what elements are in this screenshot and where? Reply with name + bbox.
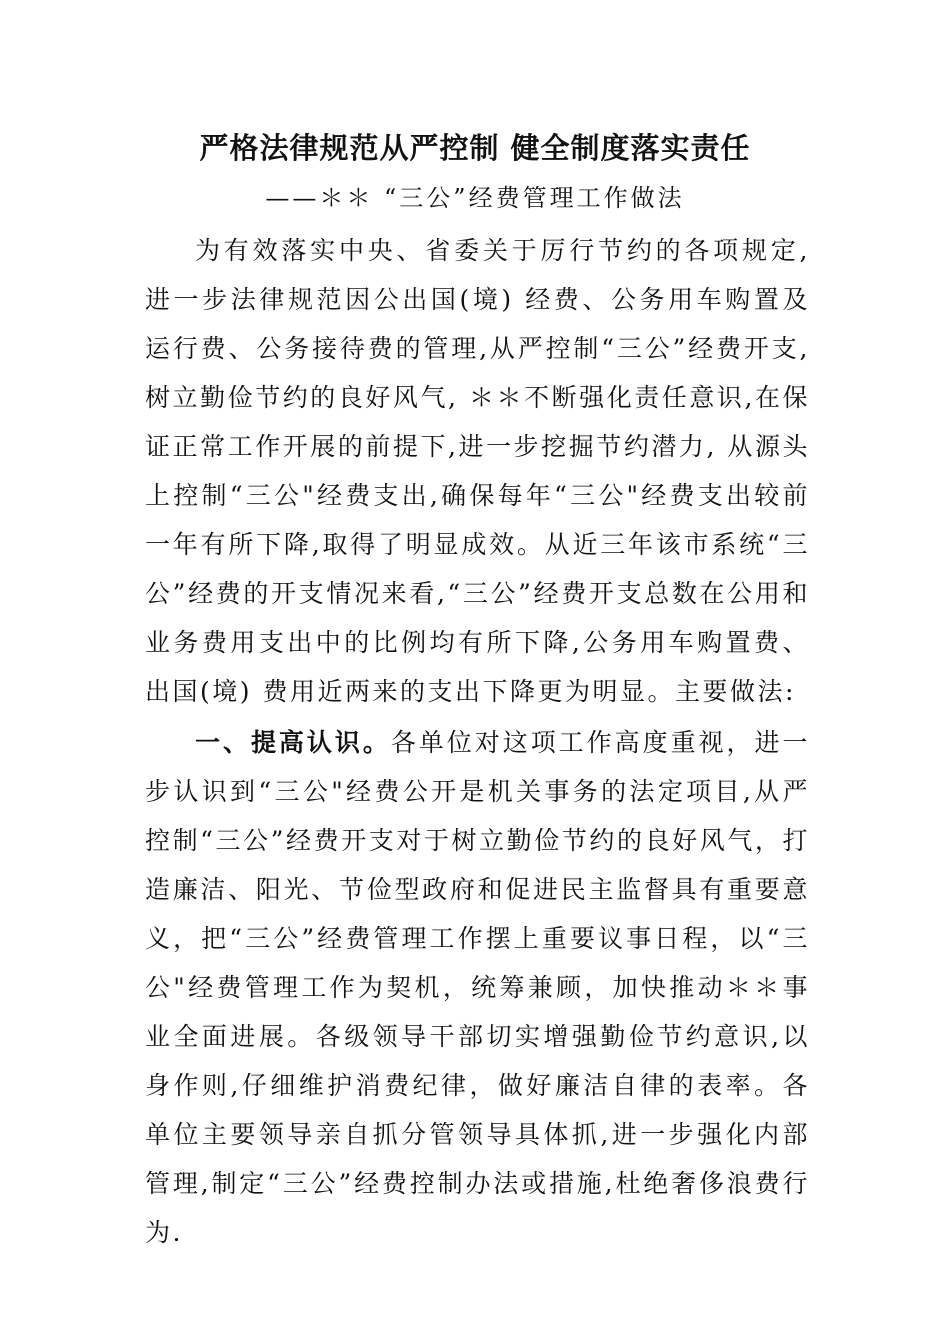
intro-paragraph: 为有效落实中央、省委关于厉行节约的各项规定,进一步法律规范因公出国(境) 经费、公务用车购置及运行费、公务接待费的管理,从严控制“三公”经费开支,树立勤俭节约的良好风气, ＊＊不断强化责任意识,在保证正常工作开展的前提下,进一步挖掘节约潜力, 从源头上控制“三公"经费支出,确保每年“三公"经费支出较前一年有所下降,取得了明显成效。从近三年该市系统“三公”经费的开支情况来看,“三公”经费开支总数在公用和业务费用支出中的比例均有所下降,公务用车购置费、出国(境) 费用近两来的支出下降更为明显。主要做法: [145,236,810,706]
section-1-heading: 一、提高认识。 [195,728,391,757]
section-1-paragraph [145,718,810,1257]
document-subtitle: ——＊＊ “三公”经费管理工作做法 [265,184,685,212]
document-title: 严格法律规范从严控制 健全制度落实责任 [199,131,751,165]
section-1-text: 各单位对这项工作高度重视，进一步认识到“三公"经费公开是机关事务的法定项目,从严控制“三公”经费开支对于树立勤俭节约的良好风气，打造廉洁、阳光、节俭型政府和促进民主监督具有重要意义，把“三公”经费管理工作摆上重要议事日程，以“三公"经费管理工作为契机，统筹兼顾，加快推动＊＊事业全面进展。各级领导干部切实增强勤俭节约意识,以身作则,仔细维护消费纪律，做好廉洁自律的表率。各单位主要领导亲自抓分管领导具体抓,进一步强化内部管理,制定“三公”经费控制办法或措施,杜绝奢侈浪费行为. [145,728,810,1247]
